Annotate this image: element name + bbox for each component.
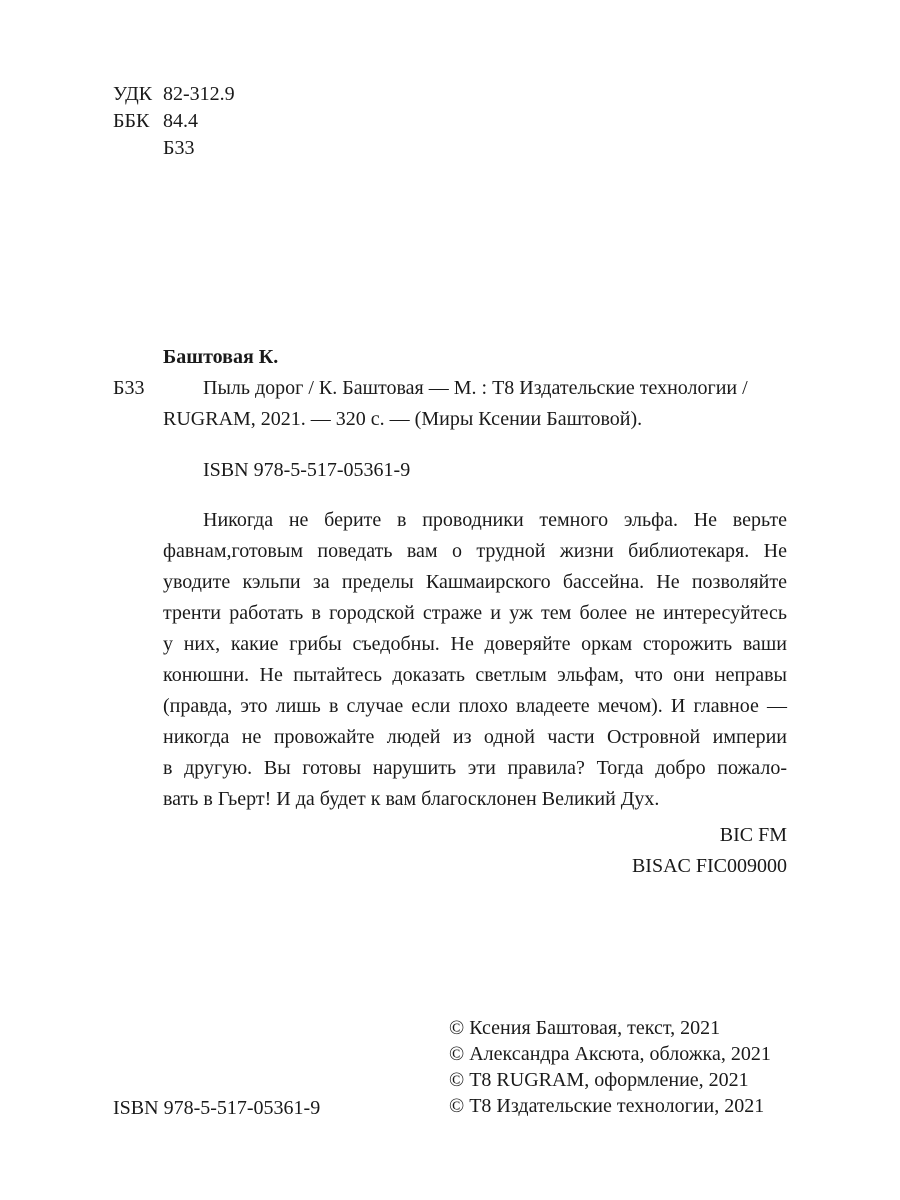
annotation-line: фавнам,готовым поведать вам о трудной жизни библиотекаря. Не xyxy=(163,540,787,562)
udk-value: 82-312.9 xyxy=(163,83,235,105)
bottom-isbn: ISBN 978-5-517-05361-9 xyxy=(113,1097,321,1119)
title-line-2: RUGRAM, 2021. — 320 с. — (Миры Ксении Баштовой). xyxy=(163,408,643,430)
annotation-line: (правда, это лишь в случае если плохо владеете мечом). И главное — xyxy=(163,695,787,717)
udk-label: УДК xyxy=(113,83,153,105)
author-mark-row xyxy=(113,135,194,162)
bic-code: BIC FM xyxy=(719,824,787,846)
subject-codes xyxy=(632,820,787,882)
bbk-label: ББК xyxy=(113,110,150,132)
annotation-line: уводите кэльпи за пределы Кашмаирского бассейна. Не позволяйте xyxy=(163,571,787,593)
copyright-line: © Т8 RUGRAM, оформление, 2021 xyxy=(449,1069,749,1091)
bbk-value: 84.4 xyxy=(163,110,198,132)
udk-row xyxy=(113,81,235,108)
bisac-code: BISAC FIC009000 xyxy=(631,855,787,877)
record-code: Б33 xyxy=(113,377,145,399)
annotation-line: конюшни. Не пытайтесь доказать светлым эльфам, что они неправы xyxy=(163,664,787,686)
copyright-line: © Александра Аксюта, обложка, 2021 xyxy=(449,1043,771,1065)
annotation-line: тренти работать в городской страже и уж тем более не интересуйтесь xyxy=(163,602,787,624)
annotation-line: Никогда не берите в проводники темного эльфа. Не верьте xyxy=(203,509,787,531)
title-line-1: Пыль дорог / К. Баштовая — М. : Т8 Издательские технологии / xyxy=(203,377,748,399)
annotation-line: никогда не провожайте людей из одной части Островной империи xyxy=(163,726,787,748)
author-heading: Баштовая К. xyxy=(163,346,279,368)
record-isbn: ISBN 978-5-517-05361-9 xyxy=(203,459,411,481)
copyright-line: © Т8 Издательские технологии, 2021 xyxy=(449,1095,765,1117)
copyright-line: © Ксения Баштовая, текст, 2021 xyxy=(449,1017,721,1039)
annotation-line: у них, какие грибы съедобны. Не доверяйте оркам сторожить ваши xyxy=(163,633,787,655)
author-mark-value: Б33 xyxy=(163,137,195,159)
annotation-line: вать в Гьерт! И да будет к вам благосклонен Великий Дух. xyxy=(163,788,660,810)
annotation-line: в другую. Вы готовы нарушить эти правила? Тогда добро пожало- xyxy=(163,757,787,779)
bbk-row xyxy=(113,108,198,135)
copyright-block xyxy=(449,1015,771,1119)
